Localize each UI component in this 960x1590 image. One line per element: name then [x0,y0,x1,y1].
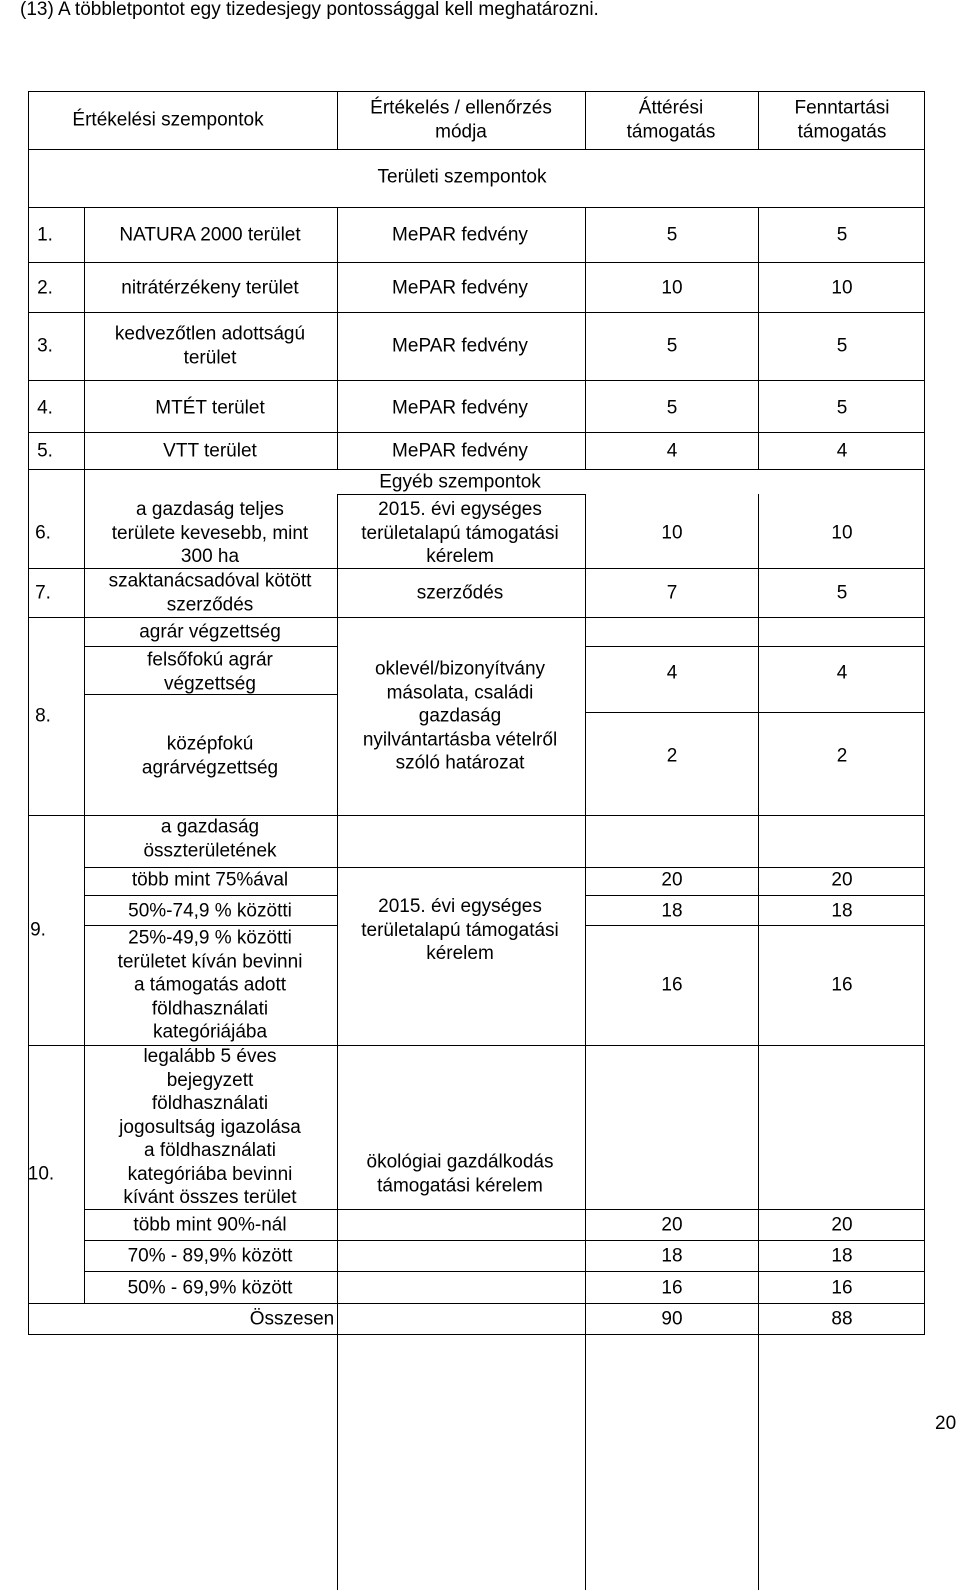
table-column-rule [84,207,85,1304]
table-border-top [28,91,925,92]
table-rule [585,646,925,647]
criterion-subcell: 50% - 69,9% között [127,1277,293,1299]
maintenance-score: 20 [831,869,853,891]
table-border-right [924,91,925,1335]
table-rule [337,494,585,495]
maintenance-score: 5 [836,397,848,419]
table-rule [28,149,925,150]
table-border-bottom [28,1334,925,1335]
maintenance-score: 16 [831,974,853,996]
criterion-cell: a gazdaság összterületének [143,816,277,861]
transition-score: 10 [661,522,683,544]
table-column-rule [337,494,338,1590]
section-header-territorial: Területi szempontok [377,166,547,188]
table-rule [28,312,925,313]
row-number: 2. [37,277,53,299]
criterion-cell: NATURA 2000 terület [119,224,301,246]
criterion-cell: kedvezőtlen adottságú terület [114,323,306,368]
method-cell: oklevél/bizonyítvány másolata, családi gazdaság nyilvántartásba vételről szóló határozat [362,658,558,774]
criterion-cell: VTT terület [163,440,257,462]
transition-score: 4 [666,440,678,462]
total-label: Összesen [249,1308,335,1330]
table-column-rule [758,91,759,150]
table-rule [84,1271,925,1272]
transition-score: 18 [661,1245,683,1267]
column-header-method: Értékelés / ellenőrzés módja [370,97,552,142]
criterion-subcell: több mint 90%-nál [133,1214,287,1236]
page-number: 20 [935,1413,957,1434]
method-cell: MePAR fedvény [392,277,528,299]
table-rule [585,712,925,713]
table-rule [28,432,925,433]
table-column-rule [585,91,586,150]
row-number: 4. [37,397,53,419]
row-number: 1. [37,224,53,246]
section-header-other: Egyéb szempontok [379,471,541,493]
maintenance-score: 2 [836,745,848,767]
criterion-subcell: 50%-74,9 % közötti [128,900,292,922]
column-header-transition: Áttérési támogatás [626,97,716,142]
table-column-rule [758,494,759,1590]
maintenance-score: 4 [836,440,848,462]
column-header-maintenance: Fenntartási támogatás [794,97,890,142]
transition-score: 7 [666,582,678,604]
method-cell: MePAR fedvény [392,397,528,419]
table-rule [84,646,337,647]
table-rule [84,1240,925,1241]
criterion-cell: szaktanácsadóval kötött szerződés [108,570,312,615]
transition-score: 5 [666,335,678,357]
transition-score: 5 [666,224,678,246]
criterion-subcell: 70% - 89,9% között [127,1245,293,1267]
row-number: 9. [30,919,46,941]
total-maintenance: 88 [831,1308,853,1330]
table-rule [84,895,337,896]
maintenance-score: 5 [836,224,848,246]
method-cell: 2015. évi egységes területalapú támogatási kérelem [361,498,559,567]
row-number: 5. [37,440,53,462]
maintenance-score: 18 [831,1245,853,1267]
criterion-subcell: felsőfokú agrár végzettség [147,649,273,694]
table-rule [28,1303,925,1304]
total-transition: 90 [661,1308,683,1330]
criterion-cell: a gazdaság teljes területe kevesebb, mint 300 ha [111,498,309,567]
maintenance-score: 16 [831,1277,853,1299]
criterion-cell: agrár végzettség [139,621,281,643]
table-rule [28,617,925,618]
row-number: 7. [35,582,51,604]
method-cell: szerződés [416,582,504,604]
footnote: (13) A többletpontot egy tizedesjegy pontossággal kell meghatározni. [20,0,599,20]
row-number: 8. [35,705,51,727]
transition-score: 4 [666,662,678,684]
method-cell: ökológiai gazdálkodás támogatási kérelem [366,1151,554,1196]
table-column-rule [758,207,759,469]
maintenance-score: 20 [831,1214,853,1236]
criterion-cell: legalább 5 éves bejegyzett földhasználati jogosultság igazolása a földhasználati kategóriába bevinni kívánt összes terület [119,1045,301,1208]
criterion-cell: MTÉT terület [155,397,265,419]
column-header-criteria: Értékelési szempontok [72,109,264,131]
method-cell: MePAR fedvény [392,335,528,357]
maintenance-score: 5 [836,335,848,357]
row-number: 10. [27,1163,55,1185]
maintenance-score: 4 [836,662,848,684]
criterion-subcell: több mint 75%ával [131,869,289,891]
table-column-rule [337,207,338,469]
transition-score: 5 [666,397,678,419]
table-rule [28,207,925,208]
maintenance-score: 5 [836,582,848,604]
table-rule [28,380,925,381]
method-cell: MePAR fedvény [392,224,528,246]
table-column-rule [337,91,338,150]
criterion-subcell: 25%-49,9 % közötti területet kíván bevinni a támogatás adott földhasználati kategóriájába [117,927,303,1043]
transition-score: 2 [666,745,678,767]
method-cell: 2015. évi egységes területalapú támogatási kérelem [361,895,559,964]
row-number: 3. [37,335,53,357]
transition-score: 10 [661,277,683,299]
criterion-subcell: középfokú agrárvégzettség [141,733,279,778]
transition-score: 18 [661,900,683,922]
maintenance-score: 18 [831,900,853,922]
table-column-rule [585,494,586,1590]
table-rule [28,262,925,263]
table-column-rule [585,207,586,469]
transition-score: 20 [661,869,683,891]
row-number: 6. [35,522,51,544]
method-cell: MePAR fedvény [392,440,528,462]
table-border-left [28,91,29,1335]
transition-score: 20 [661,1214,683,1236]
table-rule [585,895,925,896]
table-rule [585,925,925,926]
transition-score: 16 [661,974,683,996]
criterion-cell: nitrátérzékeny terület [121,277,299,299]
transition-score: 16 [661,1277,683,1299]
maintenance-score: 10 [831,277,853,299]
maintenance-score: 10 [831,522,853,544]
